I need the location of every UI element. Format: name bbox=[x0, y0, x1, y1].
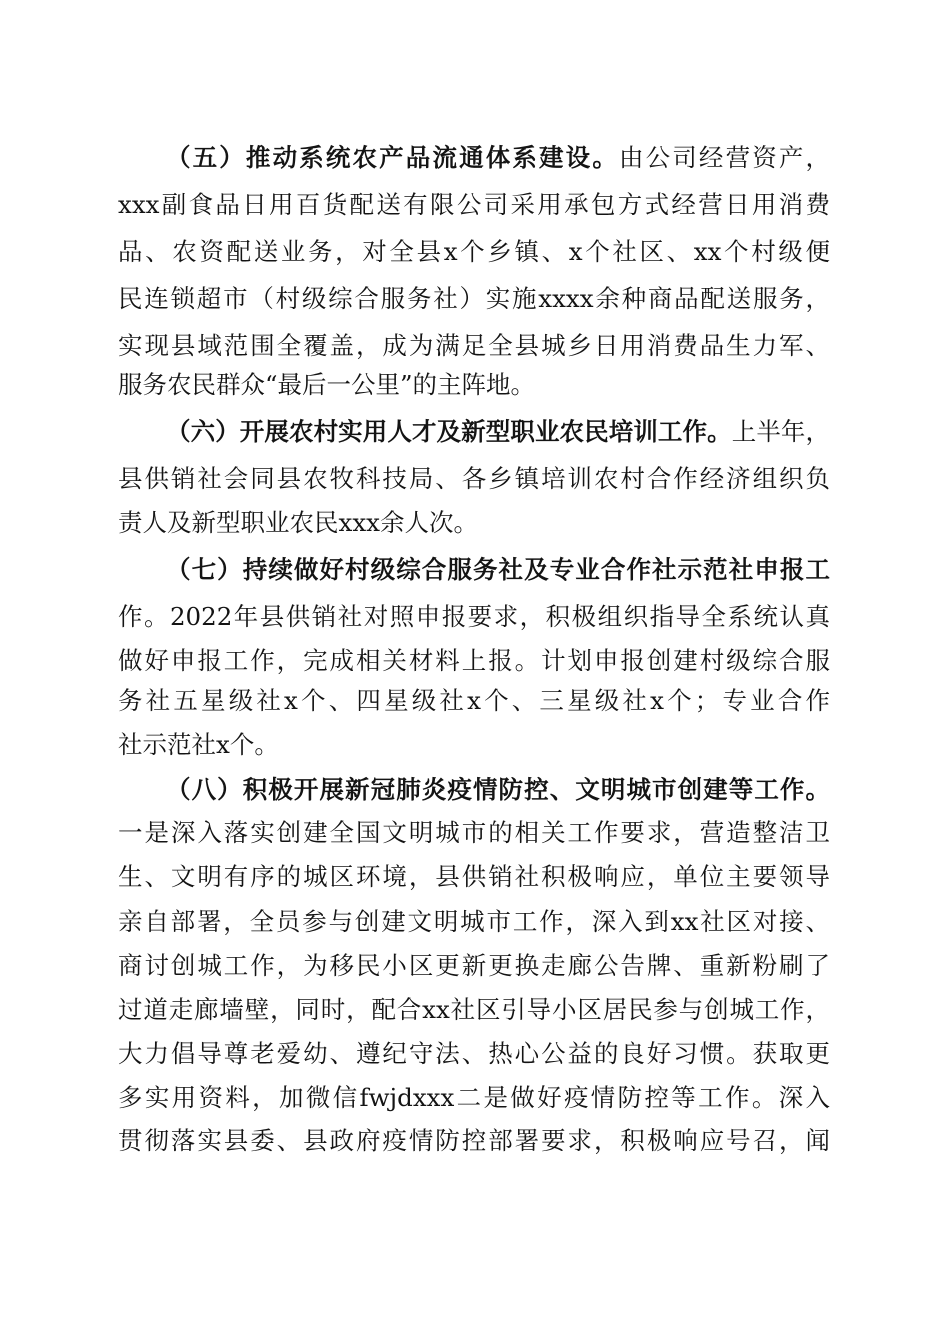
paragraph-8-line-6: 过道走廊墙壁，同时，配合xx社区引导小区居民参与创城工作， bbox=[118, 995, 830, 1024]
paragraph-6-line-1 bbox=[166, 412, 830, 452]
paragraph-5-line-5: 实现县域范围全覆盖，成为满足全县城乡日用消费品生力军、 bbox=[118, 331, 830, 360]
paragraph-6-heading: （六）开展农村实用人才及新型职业农民培训工作。 bbox=[166, 417, 732, 446]
paragraph-8-line-5: 商讨创城工作，为移民小区更新更换走廊公告牌、重新粉刷了 bbox=[118, 951, 830, 980]
paragraph-7-heading: （七）持续做好村级综合服务社及专业合作社示范社申报工 bbox=[166, 555, 830, 584]
paragraph-5-heading: （五）推动系统农产品流通体系建设。 bbox=[166, 143, 619, 172]
paragraph-6-line-3: 责人及新型职业农民xxx余人次。 bbox=[118, 508, 478, 537]
paragraph-7-line-5: 社示范社x个。 bbox=[118, 730, 279, 759]
paragraph-7-line-2: 作。2022年县供销社对照申报要求，积极组织指导全系统认真 bbox=[118, 602, 830, 631]
paragraph-8-line-9: 贯彻落实县委、县政府疫情防控部署要求，积极响应号召，闻 bbox=[118, 1126, 830, 1155]
paragraph-8-heading: （八）积极开展新冠肺炎疫情防控、文明城市创建等工作。 bbox=[166, 775, 830, 804]
paragraph-6-text: 上半年， bbox=[731, 417, 831, 446]
paragraph-5-line-6: 服务农民群众“最后一公里”的主阵地。 bbox=[118, 370, 536, 399]
paragraph-8-line-8: 多实用资料，加微信fwjdxxx二是做好疫情防控等工作。深入 bbox=[118, 1083, 830, 1112]
paragraph-5-line-2: xxx副食品日用百货配送有限公司采用承包方式经营日用消费 bbox=[118, 190, 830, 219]
paragraph-5-line-3: 品、农资配送业务，对全县x个乡镇、x个社区、xx个村级便 bbox=[118, 237, 830, 266]
paragraph-5-line-4: 民连锁超市（村级综合服务社）实施xxxx余种商品配送服务， bbox=[118, 284, 830, 313]
paragraph-7-line-3: 做好申报工作，完成相关材料上报。计划申报创建村级综合服 bbox=[118, 646, 830, 675]
paragraph-7-line-1 bbox=[166, 550, 830, 590]
paragraph-8-line-7: 大力倡导尊老爱幼、遵纪守法、热心公益的良好习惯。获取更 bbox=[118, 1039, 830, 1068]
paragraph-7-line-4: 务社五星级社x个、四星级社x个、三星级社x个；专业合作 bbox=[118, 686, 830, 715]
paragraph-8-line-2: 一是深入落实创建全国文明城市的相关工作要求，营造整洁卫 bbox=[118, 818, 830, 847]
paragraph-6-line-2: 县供销社会同县农牧科技局、各乡镇培训农村合作经济组织负 bbox=[118, 464, 830, 493]
paragraph-8-line-3: 生、文明有序的城区环境，县供销社积极响应，单位主要领导 bbox=[118, 862, 830, 891]
paragraph-5-text: 由公司经营资产， bbox=[618, 143, 831, 172]
paragraph-8-line-4: 亲自部署，全员参与创建文明城市工作，深入到xx社区对接、 bbox=[118, 907, 830, 936]
paragraph-8-line-1 bbox=[166, 770, 830, 810]
paragraph-5-line-1 bbox=[166, 138, 830, 178]
